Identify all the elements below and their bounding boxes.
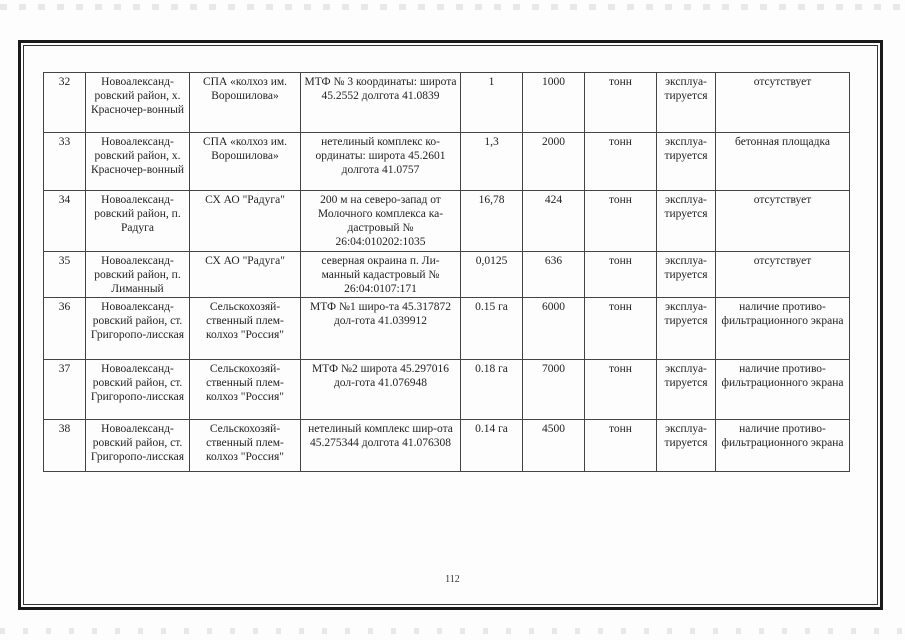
district-cell: Новоалександ-ровский район, ст. Григоропо-лисская xyxy=(86,298,190,360)
district-cell: Новоалександ-ровский район, ст. Григоропо-лисская xyxy=(86,420,190,472)
table-row xyxy=(44,420,850,472)
location-cell: нетелиный комплекс шир-ота 45.275344 долгота 41.076308 xyxy=(301,420,461,472)
location-cell: северная окраина п. Ли-манный кадастровый № 26:04:0107:171 xyxy=(301,252,461,298)
row-number: 37 xyxy=(44,360,86,420)
table-row xyxy=(44,298,850,360)
owner-cell: Сельскохозяй-ственный плем-колхоз "Россия" xyxy=(190,298,301,360)
location-cell: МТФ № 3 координаты: широта 45.2552 долгота 41.0839 xyxy=(301,73,461,133)
area-cell: 0,0125 xyxy=(461,252,523,298)
area-cell: 1 xyxy=(461,73,523,133)
owner-cell: СХ АО "Радуга" xyxy=(190,252,301,298)
district-cell: Новоалександ-ровский район, п. Лиманный xyxy=(86,252,190,298)
location-cell: МТФ №2 широта 45.297016 дол-гота 41.076948 xyxy=(301,360,461,420)
status-cell: эксплуа-тируется xyxy=(657,298,716,360)
district-cell: Новоалександ-ровский район, х. Красночер-вонный xyxy=(86,73,190,133)
location-cell: нетелиный комплекс ко-ординаты: широта 45.2601 долгота 41.0757 xyxy=(301,133,461,191)
protection-cell: наличие противо-фильтрационного экрана xyxy=(716,360,850,420)
table-row xyxy=(44,360,850,420)
table-body xyxy=(44,73,850,472)
protection-cell: отсутствует xyxy=(716,73,850,133)
row-number: 36 xyxy=(44,298,86,360)
table-row xyxy=(44,133,850,191)
owner-cell: Сельскохозяй-ственный плем-колхоз "Россия" xyxy=(190,360,301,420)
volume-cell: 636 xyxy=(523,252,585,298)
unit-cell: тонн xyxy=(585,191,657,252)
status-cell: эксплуа-тируется xyxy=(657,420,716,472)
area-cell: 0.14 га xyxy=(461,420,523,472)
protection-cell: бетонная площадка xyxy=(716,133,850,191)
table-row xyxy=(44,73,850,133)
district-cell: Новоалександ-ровский район, х. Красночер-вонный xyxy=(86,133,190,191)
status-cell: эксплуа-тируется xyxy=(657,133,716,191)
area-cell: 1,3 xyxy=(461,133,523,191)
owner-cell: СПА «колхоз им. Ворошилова» xyxy=(190,73,301,133)
status-cell: эксплуа-тируется xyxy=(657,191,716,252)
district-cell: Новоалександ-ровский район, ст. Григоропо-лисская xyxy=(86,360,190,420)
unit-cell: тонн xyxy=(585,73,657,133)
status-cell: эксплуа-тируется xyxy=(657,252,716,298)
owner-cell: Сельскохозяй-ственный плем-колхоз "Россия" xyxy=(190,420,301,472)
owner-cell: СХ АО "Радуга" xyxy=(190,191,301,252)
row-number: 32 xyxy=(44,73,86,133)
row-number: 33 xyxy=(44,133,86,191)
table-row xyxy=(44,252,850,298)
volume-cell: 1000 xyxy=(523,73,585,133)
protection-cell: наличие противо-фильтрационного экрана xyxy=(716,420,850,472)
page-number: 112 xyxy=(445,574,460,585)
row-number: 38 xyxy=(44,420,86,472)
district-cell: Новоалександ-ровский район, п. Радуга xyxy=(86,191,190,252)
unit-cell: тонн xyxy=(585,298,657,360)
location-cell: 200 м на северо-запад от Молочного комплекса ка-дастровый № 26:04:010202:1035 xyxy=(301,191,461,252)
status-cell: эксплуа-тируется xyxy=(657,360,716,420)
table-row xyxy=(44,191,850,252)
unit-cell: тонн xyxy=(585,133,657,191)
volume-cell: 6000 xyxy=(523,298,585,360)
area-cell: 16,78 xyxy=(461,191,523,252)
row-number: 34 xyxy=(44,191,86,252)
volume-cell: 7000 xyxy=(523,360,585,420)
protection-cell: отсутствует xyxy=(716,252,850,298)
manure-storage-table xyxy=(43,72,850,472)
unit-cell: тонн xyxy=(585,420,657,472)
status-cell: эксплуа-тируется xyxy=(657,73,716,133)
location-cell: МТФ №1 широ-та 45.317872 дол-гота 41.039912 xyxy=(301,298,461,360)
area-cell: 0.18 га xyxy=(461,360,523,420)
unit-cell: тонн xyxy=(585,360,657,420)
volume-cell: 424 xyxy=(523,191,585,252)
owner-cell: СПА «колхоз им. Ворошилова» xyxy=(190,133,301,191)
area-cell: 0.15 га xyxy=(461,298,523,360)
protection-cell: отсутствует xyxy=(716,191,850,252)
unit-cell: тонн xyxy=(585,252,657,298)
volume-cell: 4500 xyxy=(523,420,585,472)
scan-artifact-bottom xyxy=(0,628,905,634)
row-number: 35 xyxy=(44,252,86,298)
volume-cell: 2000 xyxy=(523,133,585,191)
protection-cell: наличие противо-фильтрационного экрана xyxy=(716,298,850,360)
scan-artifact-top xyxy=(0,4,905,10)
